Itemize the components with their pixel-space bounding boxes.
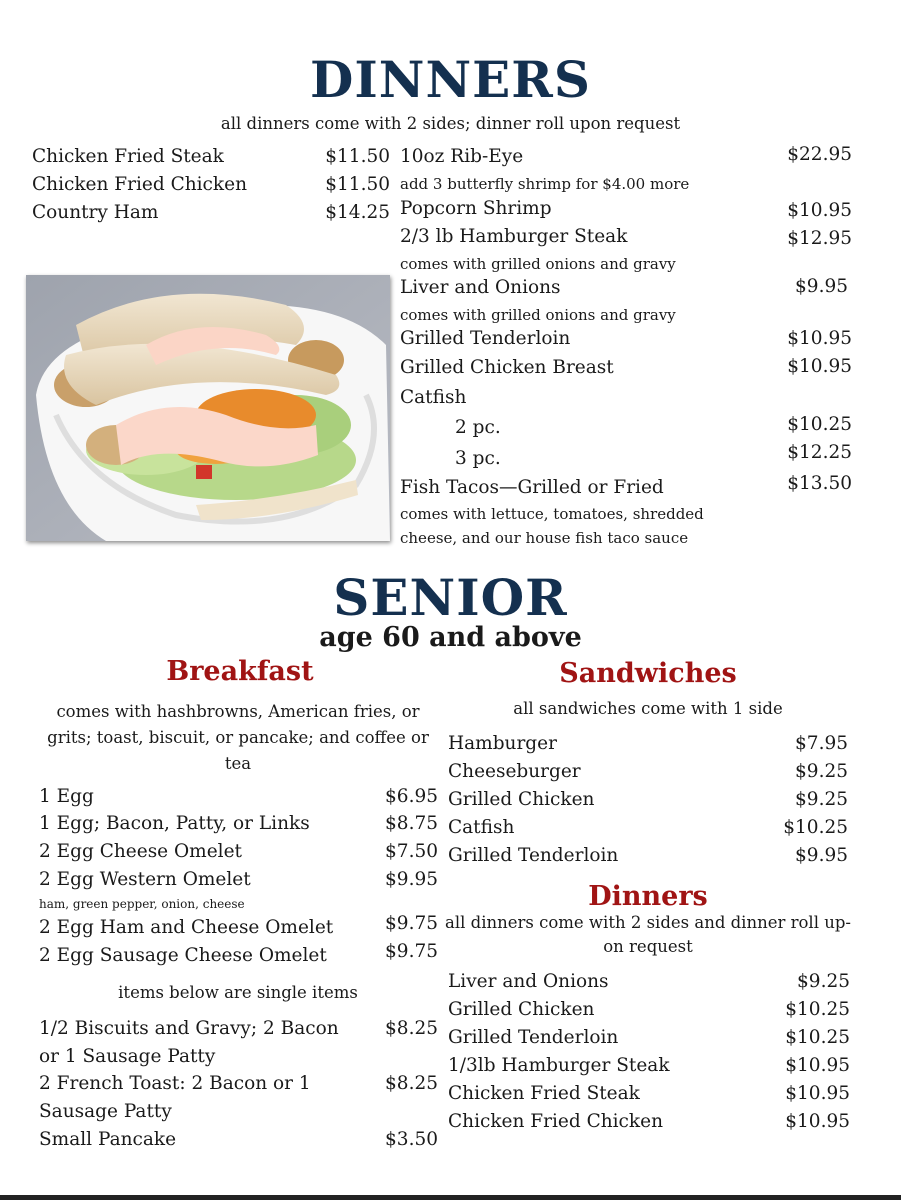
menu-item-note: comes with lettuce, tomatoes, shredded bbox=[400, 505, 704, 523]
menu-item-name: Hamburger bbox=[448, 733, 557, 754]
menu-item-price: $10.25 bbox=[783, 817, 848, 838]
menu-item-price: $7.95 bbox=[795, 733, 848, 754]
menu-item-name: 1 Egg; Bacon, Patty, or Links bbox=[39, 813, 310, 834]
menu-item-price: $9.25 bbox=[795, 761, 848, 782]
menu-item-name: Chicken Fried Steak bbox=[448, 1083, 640, 1104]
menu-item-option: 3 pc. bbox=[455, 448, 501, 469]
menu-item-price: $6.95 bbox=[385, 786, 438, 807]
menu-item-name: 10oz Rib-Eye bbox=[400, 146, 524, 167]
menu-item-price: $12.95 bbox=[787, 228, 852, 249]
menu-item-name: Chicken Fried Steak bbox=[32, 146, 224, 167]
menu-item-name: Grilled Chicken bbox=[448, 789, 595, 810]
menu-item-name: 2 French Toast: 2 Bacon or 1 bbox=[39, 1073, 311, 1094]
menu-item-name: 2 Egg Ham and Cheese Omelet bbox=[39, 917, 334, 938]
menu-item-price: $9.95 bbox=[385, 869, 438, 890]
menu-item-name: Grilled Chicken bbox=[448, 999, 595, 1020]
menu-item-price: $10.95 bbox=[785, 1083, 850, 1104]
menu-item-price: $3.50 bbox=[385, 1129, 438, 1150]
sandwiches-note: all sandwiches come with 1 side bbox=[513, 699, 783, 718]
menu-item-price: $8.25 bbox=[385, 1018, 438, 1039]
menu-item-name: or 1 Sausage Patty bbox=[39, 1046, 216, 1067]
menu-item-name: Small Pancake bbox=[39, 1129, 177, 1150]
menu-item-name: Grilled Chicken Breast bbox=[400, 357, 614, 378]
menu-item-name: Grilled Tenderloin bbox=[448, 845, 619, 866]
menu-item-price: $11.50 bbox=[325, 146, 390, 167]
menu-item-price: $9.95 bbox=[795, 276, 848, 297]
dinners-subtitle: all dinners come with 2 sides; dinner roll upon request bbox=[220, 114, 681, 133]
menu-item-name: Grilled Tenderloin bbox=[448, 1027, 619, 1048]
sandwiches-heading: Sandwiches bbox=[559, 658, 737, 689]
dinners-title: DINNERS bbox=[310, 50, 591, 109]
menu-item-note: comes with grilled onions and gravy bbox=[400, 255, 676, 273]
menu-item-name: Liver and Onions bbox=[400, 277, 561, 298]
menu-item-price: $10.25 bbox=[785, 999, 850, 1020]
menu-item-name: 2 Egg Western Omelet bbox=[39, 869, 251, 890]
menu-item-price: $13.50 bbox=[787, 473, 852, 494]
menu-item-name: Cheeseburger bbox=[448, 761, 581, 782]
menu-item-name: Fish Tacos—Grilled or Fried bbox=[400, 477, 664, 498]
fish-tacos-photo bbox=[26, 275, 390, 541]
menu-item-price: $10.95 bbox=[787, 356, 852, 377]
menu-item-price: $9.95 bbox=[795, 845, 848, 866]
menu-item-name: 1/2 Biscuits and Gravy; 2 Bacon bbox=[39, 1018, 339, 1039]
menu-item-name: 1/3lb Hamburger Steak bbox=[448, 1055, 670, 1076]
menu-item-name: Grilled Tenderloin bbox=[400, 328, 571, 349]
senior-dinners-note: all dinners come with 2 sides and dinner roll up-on request bbox=[445, 913, 851, 956]
single-items-note: items below are single items bbox=[118, 983, 358, 1002]
menu-item-price: $22.95 bbox=[787, 144, 852, 165]
menu-item-name: Chicken Fried Chicken bbox=[32, 174, 247, 195]
menu-item-name: Popcorn Shrimp bbox=[400, 198, 552, 219]
menu-item-name: 1 Egg bbox=[39, 786, 94, 807]
senior-subtitle: age 60 and above bbox=[319, 622, 582, 653]
menu-item-name: 2 Egg Sausage Cheese Omelet bbox=[39, 945, 327, 966]
menu-item-price: $10.25 bbox=[785, 1027, 850, 1048]
menu-item-price: $12.25 bbox=[787, 442, 852, 463]
menu-item-price: $9.25 bbox=[797, 971, 850, 992]
menu-item-price: $10.25 bbox=[787, 414, 852, 435]
menu-item-price: $8.75 bbox=[385, 813, 438, 834]
menu-item-name: Country Ham bbox=[32, 202, 159, 223]
menu-item-name: Chicken Fried Chicken bbox=[448, 1111, 663, 1132]
breakfast-heading: Breakfast bbox=[166, 656, 314, 687]
menu-item-option: 2 pc. bbox=[455, 417, 501, 438]
menu-item-name: Catfish bbox=[448, 817, 515, 838]
menu-item-note: ham, green pepper, onion, cheese bbox=[39, 897, 245, 911]
menu-item-name: Liver and Onions bbox=[448, 971, 609, 992]
menu-item-note: add 3 butterfly shrimp for $4.00 more bbox=[400, 175, 690, 193]
menu-item-name: Catfish bbox=[400, 387, 467, 408]
menu-item-note: cheese, and our house fish taco sauce bbox=[400, 529, 689, 547]
menu-item-name: Sausage Patty bbox=[39, 1101, 172, 1122]
menu-item-price: $8.25 bbox=[385, 1073, 438, 1094]
menu-item-name: 2/3 lb Hamburger Steak bbox=[400, 226, 628, 247]
menu-item-price: $10.95 bbox=[785, 1111, 850, 1132]
menu-item-price: $10.95 bbox=[785, 1055, 850, 1076]
menu-item-price: $9.75 bbox=[385, 941, 438, 962]
senior-title: SENIOR bbox=[333, 568, 568, 627]
menu-item-price: $14.25 bbox=[325, 202, 390, 223]
menu-item-price: $10.95 bbox=[787, 200, 852, 221]
breakfast-note: comes with hashbrowns, American fries, or grits; toast, biscuit, or pancake; and coffee or tea bbox=[47, 702, 429, 773]
menu-item-price: $9.75 bbox=[385, 913, 438, 934]
menu-item-price: $10.95 bbox=[787, 328, 852, 349]
menu-item-note: comes with grilled onions and gravy bbox=[400, 306, 676, 324]
bottom-border bbox=[0, 1195, 901, 1200]
menu-item-price: $11.50 bbox=[325, 174, 390, 195]
menu-item-price: $9.25 bbox=[795, 789, 848, 810]
menu-item-name: 2 Egg Cheese Omelet bbox=[39, 841, 242, 862]
senior-dinners-heading: Dinners bbox=[588, 881, 708, 912]
menu-item-price: $7.50 bbox=[385, 841, 438, 862]
